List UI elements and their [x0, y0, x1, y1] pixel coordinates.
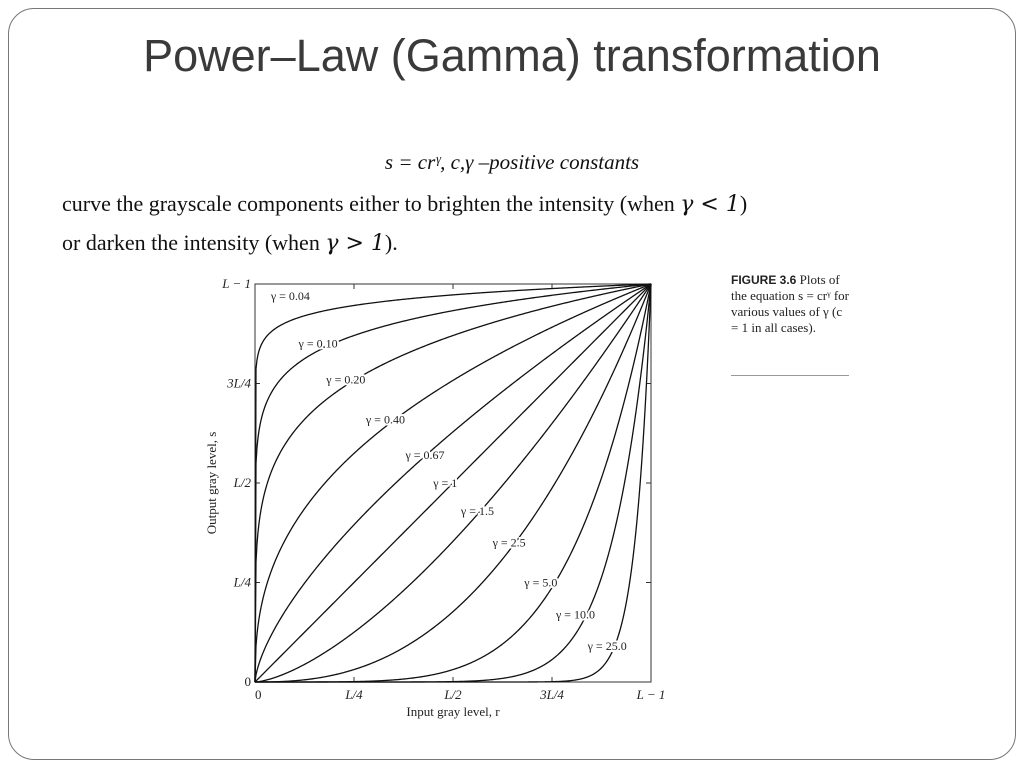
figure-caption-text: Plots of the equation s = crᵞ for various values of γ (c = 1 in all cases). [731, 272, 849, 335]
gamma-gt-condition: γ > 1 [325, 231, 385, 256]
y-tick-label: L/2 [233, 475, 251, 490]
gamma-figure [200, 268, 680, 728]
gamma-curve-label: γ = 1 [433, 475, 458, 490]
gamma-curve-label: γ = 5.0 [524, 575, 558, 590]
gamma-lt-condition: γ < 1 [680, 192, 740, 217]
figure-caption [731, 272, 851, 336]
body-line-1-text: curve the grayscale components either to brighten the intensity (when [62, 191, 681, 216]
y-axis-label: Output gray level, s [204, 431, 219, 535]
caption-divider [731, 375, 849, 376]
y-tick-label: 3L/4 [227, 375, 251, 391]
body-line-2-text: or darken the intensity (when [62, 230, 326, 255]
y-tick-label: L − 1 [222, 276, 251, 291]
gamma-formula: s = crᵞ, c,γ –positive constants [384, 150, 640, 174]
slide-title: Power–Law (Gamma) transformation [143, 30, 881, 81]
gamma-chart [200, 268, 680, 728]
slide-body-text [62, 185, 962, 263]
x-tick-label: L/4 [345, 687, 363, 702]
y-tick-label: L/4 [233, 574, 251, 590]
gamma-curve-label: γ = 0.40 [365, 412, 405, 427]
gamma-curve-label: γ = 0.67 [405, 448, 445, 463]
x-tick-label: 0 [255, 687, 262, 702]
x-tick-label: L − 1 [636, 687, 666, 702]
gamma-curve-label: γ = 0.20 [326, 372, 366, 387]
x-axis-label: Input gray level, r [406, 704, 500, 719]
gamma-curve-label: γ = 10.0 [555, 607, 596, 622]
gamma-curve-label: γ = 25.0 [587, 639, 627, 654]
body-line-1-end: ) [739, 191, 748, 216]
gamma-curve-label: γ = 0.04 [270, 288, 310, 303]
gamma-curve-labels [270, 289, 627, 653]
body-line-2-end: ). [384, 230, 398, 255]
body-line-1 [62, 185, 962, 224]
figure-caption-label: FIGURE 3.6 [731, 273, 797, 287]
y-tick-label: 0 [244, 674, 251, 689]
gamma-curve-label: γ = 2.5 [492, 535, 526, 550]
body-line-2 [62, 224, 962, 263]
x-tick-label: 3L/4 [540, 687, 564, 702]
x-tick-label: L/2 [444, 687, 462, 702]
gamma-curve-label: γ = 0.10 [298, 336, 338, 351]
gamma-curve-label: γ = 1.5 [460, 503, 494, 518]
